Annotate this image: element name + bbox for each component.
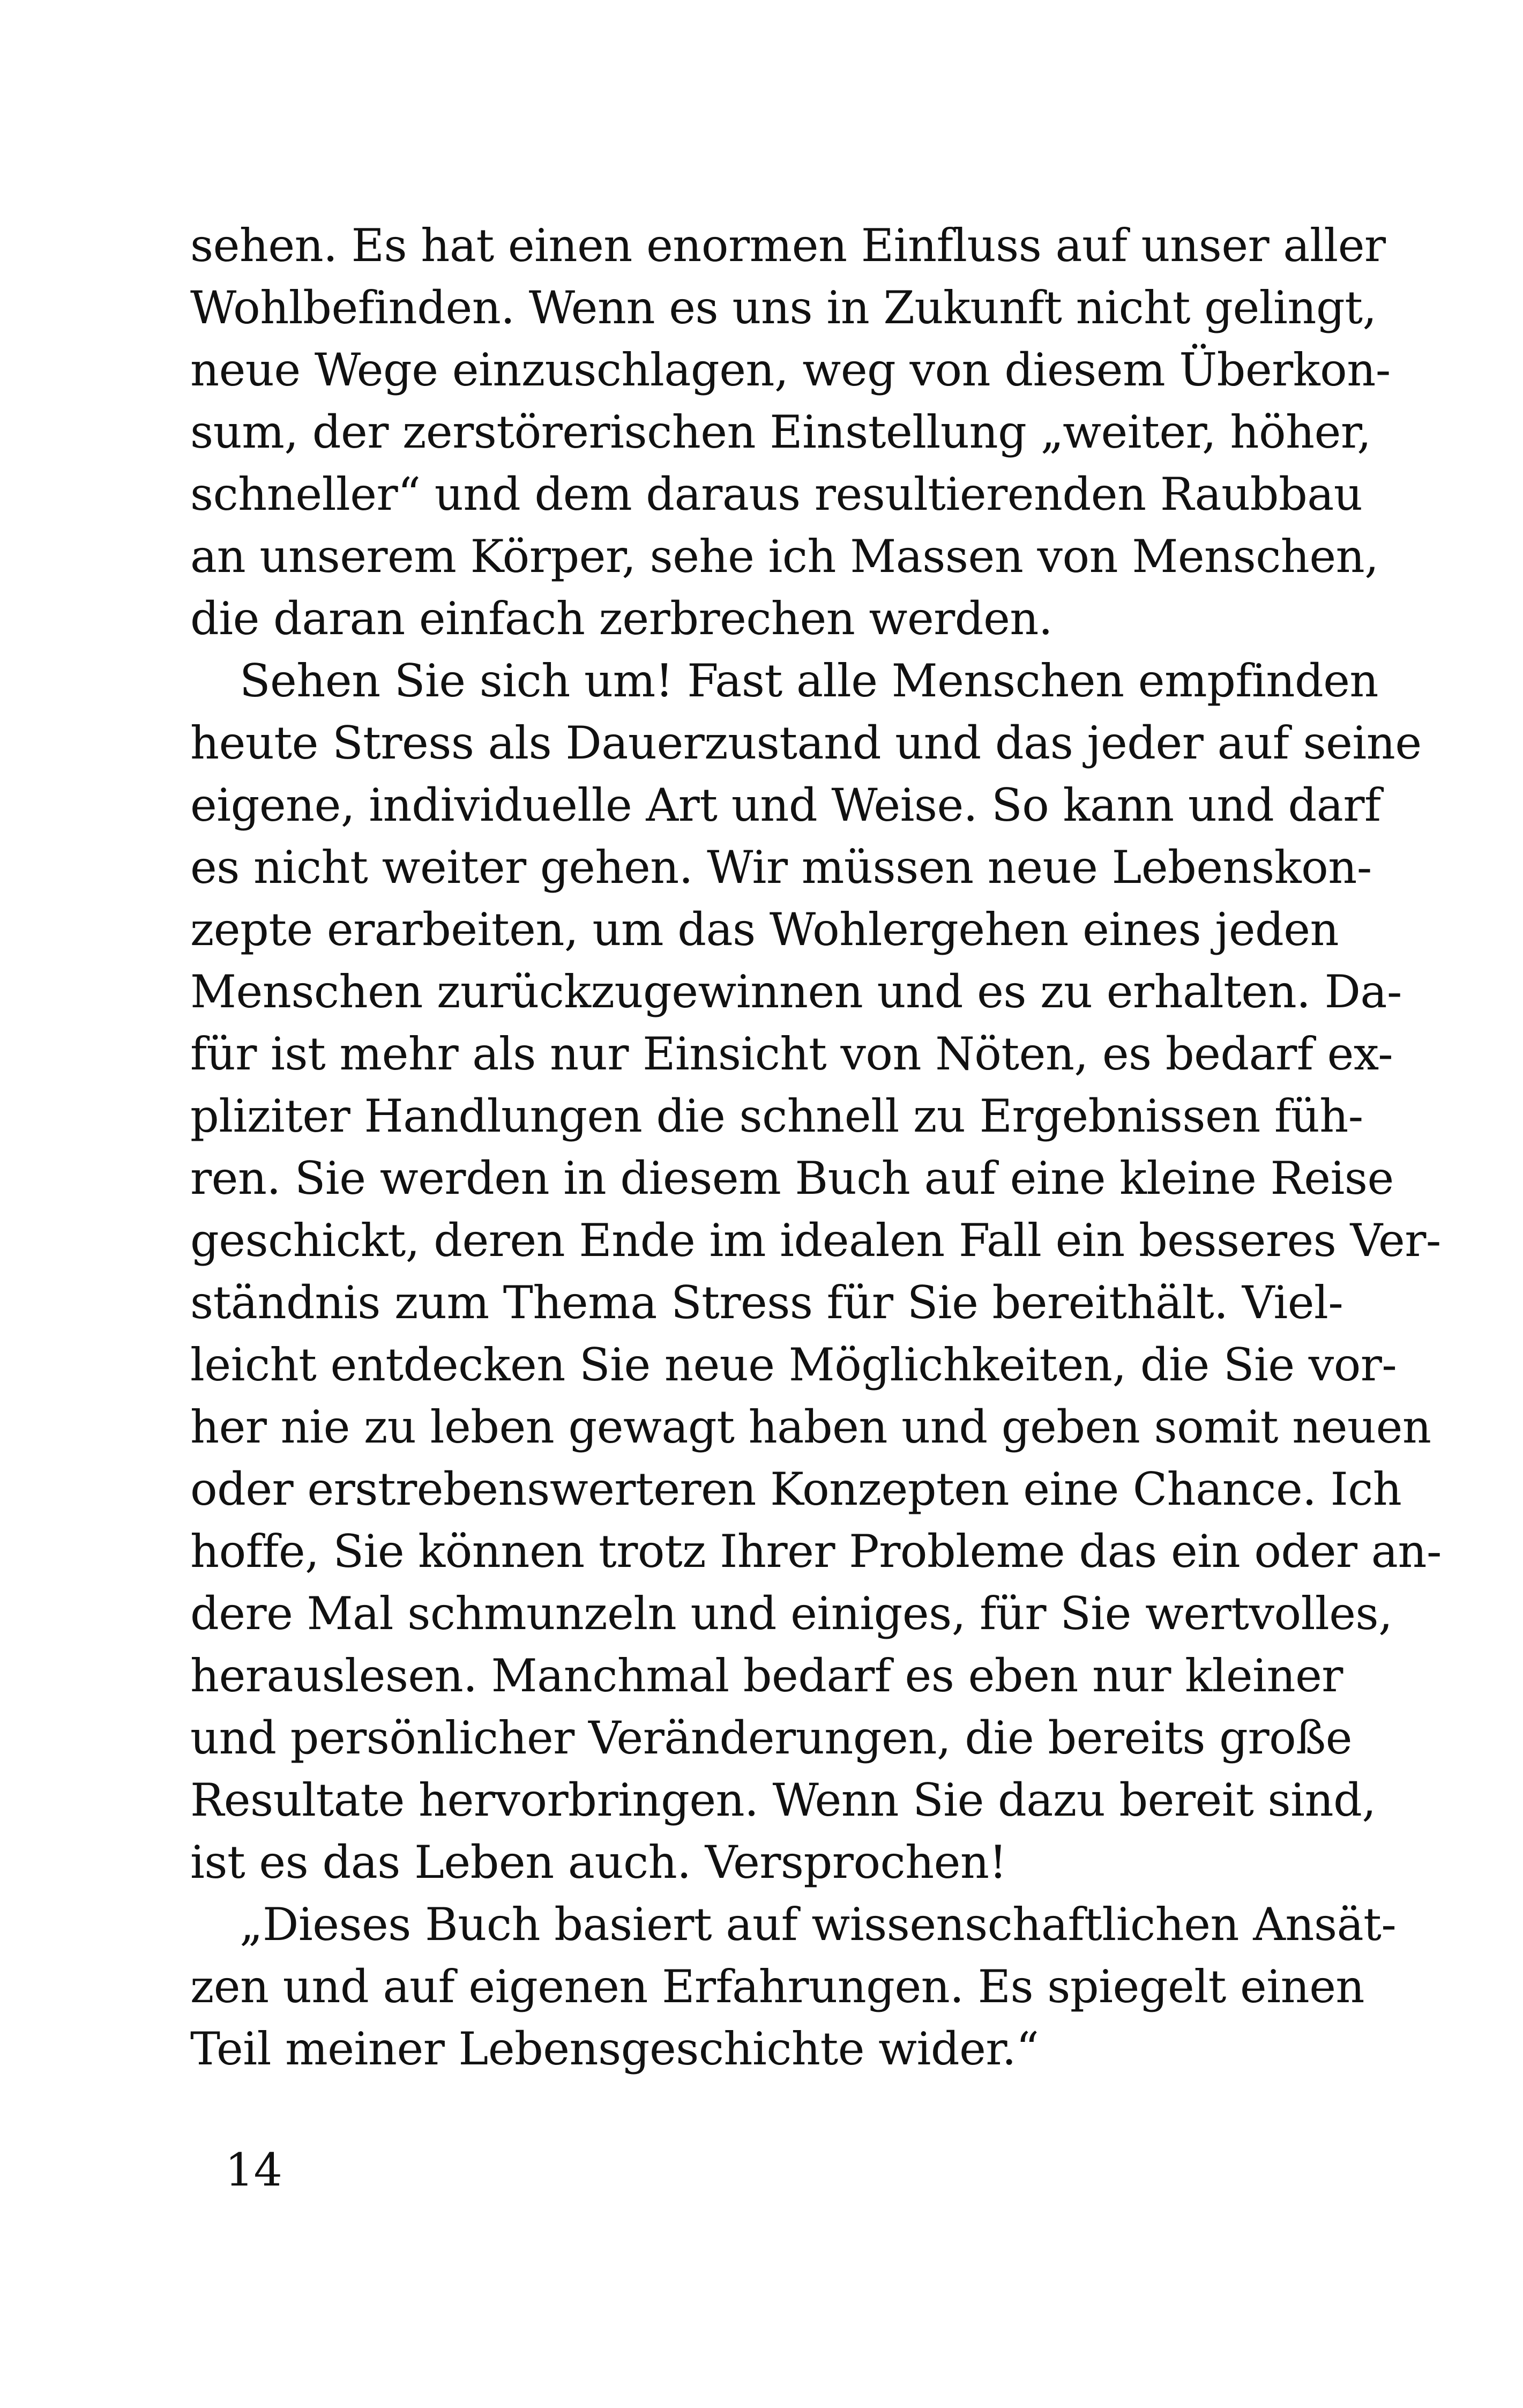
paragraph-2 — [190, 650, 1442, 1893]
text-line: geschickt, deren Ende im idealen Fall ein besseres Ver- — [190, 1214, 1441, 1267]
text-line: Resultate hervorbringen. Wenn Sie dazu bereit sind, — [190, 1774, 1376, 1826]
text-line: heute Stress als Dauerzustand und das jeder auf seine — [190, 717, 1422, 769]
text-line: Sehen Sie sich um! Fast alle Menschen empfinden — [240, 655, 1379, 707]
paragraph-3 — [190, 1893, 1397, 2080]
text-line: für ist mehr als nur Einsicht von Nöten, es bedarf ex- — [190, 1028, 1393, 1080]
text-line: es nicht weiter gehen. Wir müssen neue Lebenskon- — [190, 841, 1372, 894]
body-text — [190, 214, 1442, 2080]
text-line: sehen. Es hat einen enormen Einfluss auf unser aller — [190, 219, 1386, 272]
text-line: herauslesen. Manchmal bedarf es eben nur kleiner — [190, 1649, 1343, 1702]
text-line: pliziter Handlungen die schnell zu Ergebnissen füh- — [190, 1090, 1363, 1142]
text-line: zepte erarbeiten, um das Wohlergehen eines jeden — [190, 903, 1339, 956]
text-line: oder erstrebenswerteren Konzepten eine Chance. Ich — [190, 1463, 1402, 1515]
text-line: Wohlbefinden. Wenn es uns in Zukunft nicht gelingt, — [190, 281, 1377, 334]
text-line: her nie zu leben gewagt haben und geben somit neuen — [190, 1401, 1431, 1453]
text-line: und persönlicher Veränderungen, die bereits große — [190, 1712, 1352, 1764]
text-line: ist es das Leben auch. Versprochen! — [190, 1836, 1007, 1889]
text-line: dere Mal schmunzeln und einiges, für Sie wertvolles, — [190, 1587, 1393, 1640]
text-line: neue Wege einzuschlagen, weg von diesem Überkon- — [190, 344, 1391, 396]
text-line: leicht entdecken Sie neue Möglichkeiten, die Sie vor- — [190, 1339, 1397, 1391]
text-line: schneller“ und dem daraus resultierenden Raubbau — [190, 468, 1363, 521]
text-line: Teil meiner Lebensgeschichte wider.“ — [190, 2023, 1039, 2075]
page-number: 14 — [225, 2144, 282, 2196]
text-line: an unserem Körper, sehe ich Massen von Menschen, — [190, 530, 1379, 583]
text-line: ren. Sie werden in diesem Buch auf eine kleine Reise — [190, 1152, 1394, 1205]
text-line: die daran einfach zerbrechen werden. — [190, 592, 1053, 645]
text-line: Menschen zurückzugewinnen und es zu erhalten. Da- — [190, 965, 1402, 1018]
text-line: ständnis zum Thema Stress für Sie bereithält. Viel- — [190, 1276, 1343, 1329]
text-line: sum, der zerstörerischen Einstellung „weiter, höher, — [190, 406, 1371, 458]
text-line: hoffe, Sie können trotz Ihrer Probleme das ein oder an- — [190, 1525, 1442, 1578]
paragraph-1 — [190, 214, 1391, 650]
text-line: eigene, individuelle Art und Weise. So kann und darf — [190, 779, 1381, 831]
text-line: „Dieses Buch basiert auf wissenschaftlichen Ansät- — [240, 1898, 1397, 1951]
text-line: zen und auf eigenen Erfahrungen. Es spiegelt einen — [190, 1960, 1365, 2013]
